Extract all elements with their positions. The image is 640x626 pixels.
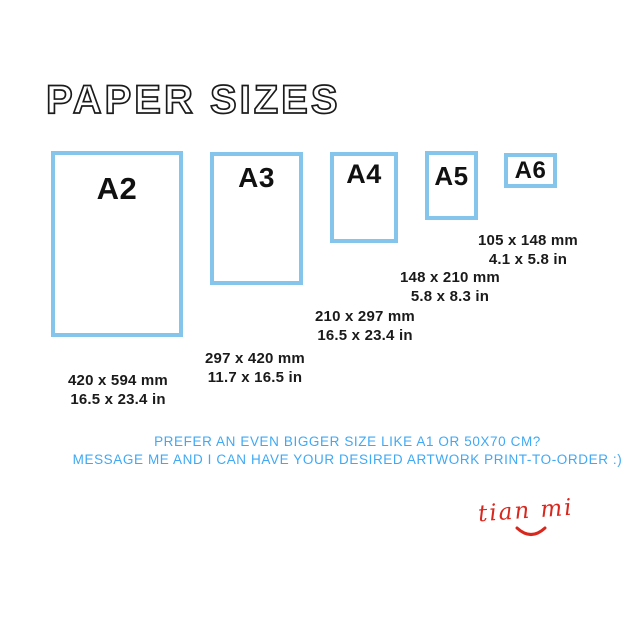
page-title: PAPER SIZES bbox=[46, 78, 341, 122]
dimensions-a4-in: 16.5 x 23.4 in bbox=[317, 327, 413, 344]
dimensions-a5-in: 5.8 x 8.3 in bbox=[410, 288, 490, 305]
paper-box-a2-label: A2 bbox=[96, 171, 138, 206]
paper-box-a6-label: A6 bbox=[514, 156, 547, 184]
dimensions-a6-in: 4.1 x 5.8 in bbox=[488, 251, 568, 268]
dimensions-a2-mm: 420 x 594 mm bbox=[68, 372, 168, 389]
paper-box-a5 bbox=[425, 151, 478, 220]
paper-box-a3-label: A3 bbox=[238, 162, 275, 193]
dimensions-a3 bbox=[170, 349, 340, 387]
dimensions-a4-mm: 210 x 297 mm bbox=[315, 308, 415, 325]
paper-box-a2 bbox=[51, 151, 183, 337]
paper-box-a6 bbox=[504, 153, 557, 188]
note-line-2: MESSAGE ME AND I CAN HAVE YOUR DESIRED ARTWORK PRINT-TO-ORDER :) bbox=[72, 452, 623, 467]
paper-box-a4-label: A4 bbox=[346, 159, 382, 189]
paper-box-a4 bbox=[330, 152, 398, 243]
artist-signature bbox=[477, 494, 582, 550]
dimensions-a3-in: 11.7 x 16.5 in bbox=[207, 369, 303, 386]
dimensions-a6 bbox=[443, 231, 613, 269]
dimensions-a3-mm: 297 x 420 mm bbox=[205, 350, 305, 367]
dimensions-a5 bbox=[365, 268, 535, 306]
dimensions-a6-mm: 105 x 148 mm bbox=[478, 232, 578, 249]
print-to-order-note bbox=[55, 433, 640, 469]
paper-box-a5-label: A5 bbox=[434, 161, 469, 191]
note-line-1: PREFER AN EVEN BIGGER SIZE LIKE A1 OR 50X70 CM? bbox=[154, 434, 541, 449]
dimensions-a4 bbox=[280, 307, 450, 345]
dimensions-a2-in: 16.5 x 23.4 in bbox=[70, 391, 166, 408]
dimensions-a5-mm: 148 x 210 mm bbox=[400, 269, 500, 286]
paper-box-a3 bbox=[210, 152, 303, 285]
smile-icon bbox=[514, 526, 548, 540]
artist-signature-text: tian mi bbox=[477, 494, 575, 528]
